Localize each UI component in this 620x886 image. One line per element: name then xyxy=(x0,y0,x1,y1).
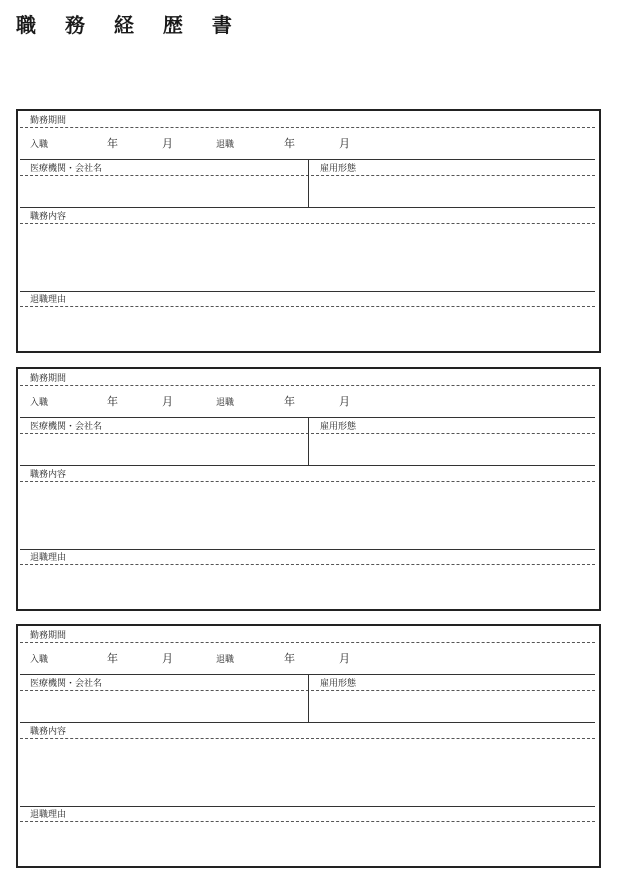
period-divider xyxy=(20,642,595,643)
join-month-unit: 月 xyxy=(162,395,173,408)
column-divider xyxy=(308,159,309,207)
join-label: 入職 xyxy=(30,398,49,408)
row-divider xyxy=(20,465,595,466)
company-label: 医療機関・会社名 xyxy=(30,679,103,689)
company-label: 医療機関・会社名 xyxy=(30,164,103,174)
leave-year-unit: 年 xyxy=(284,652,295,665)
reason-label: 退職理由 xyxy=(30,810,67,820)
work-history-block xyxy=(16,624,601,868)
reason-label: 退職理由 xyxy=(30,295,67,305)
employment-type-label: 雇用形態 xyxy=(320,164,357,174)
period-label: 勤務期間 xyxy=(30,116,67,126)
company-label: 医療機関・会社名 xyxy=(30,422,103,432)
join-label: 入職 xyxy=(30,140,49,150)
duties-label: 職務内容 xyxy=(30,212,67,222)
column-divider xyxy=(308,417,309,465)
join-year-unit: 年 xyxy=(107,395,118,408)
leave-year-unit: 年 xyxy=(284,137,295,150)
duties-label: 職務内容 xyxy=(30,727,67,737)
employment-type-label: 雇用形態 xyxy=(320,679,357,689)
leave-label: 退職 xyxy=(216,655,235,665)
leave-month-unit: 月 xyxy=(339,395,350,408)
duties-divider xyxy=(20,481,595,482)
work-history-block xyxy=(16,109,601,353)
join-month-unit: 月 xyxy=(162,137,173,150)
row-divider xyxy=(20,207,595,208)
reason-divider xyxy=(20,821,595,822)
period-divider xyxy=(20,127,595,128)
join-label: 入職 xyxy=(30,655,49,665)
reason-divider xyxy=(20,306,595,307)
reason-label: 退職理由 xyxy=(30,553,67,563)
duties-label: 職務内容 xyxy=(30,470,67,480)
row-divider xyxy=(20,549,595,550)
join-year-unit: 年 xyxy=(107,137,118,150)
period-label: 勤務期間 xyxy=(30,631,67,641)
employment-type-label: 雇用形態 xyxy=(320,422,357,432)
column-divider xyxy=(308,674,309,722)
leave-label: 退職 xyxy=(216,140,235,150)
page-title: 職 務 経 歴 書 xyxy=(16,13,243,37)
reason-divider xyxy=(20,564,595,565)
leave-label: 退職 xyxy=(216,398,235,408)
leave-year-unit: 年 xyxy=(284,395,295,408)
leave-month-unit: 月 xyxy=(339,137,350,150)
period-label: 勤務期間 xyxy=(30,374,67,384)
work-history-block xyxy=(16,367,601,611)
row-divider xyxy=(20,291,595,292)
row-divider xyxy=(20,722,595,723)
duties-divider xyxy=(20,223,595,224)
join-month-unit: 月 xyxy=(162,652,173,665)
join-year-unit: 年 xyxy=(107,652,118,665)
duties-divider xyxy=(20,738,595,739)
row-divider xyxy=(20,806,595,807)
leave-month-unit: 月 xyxy=(339,652,350,665)
period-divider xyxy=(20,385,595,386)
